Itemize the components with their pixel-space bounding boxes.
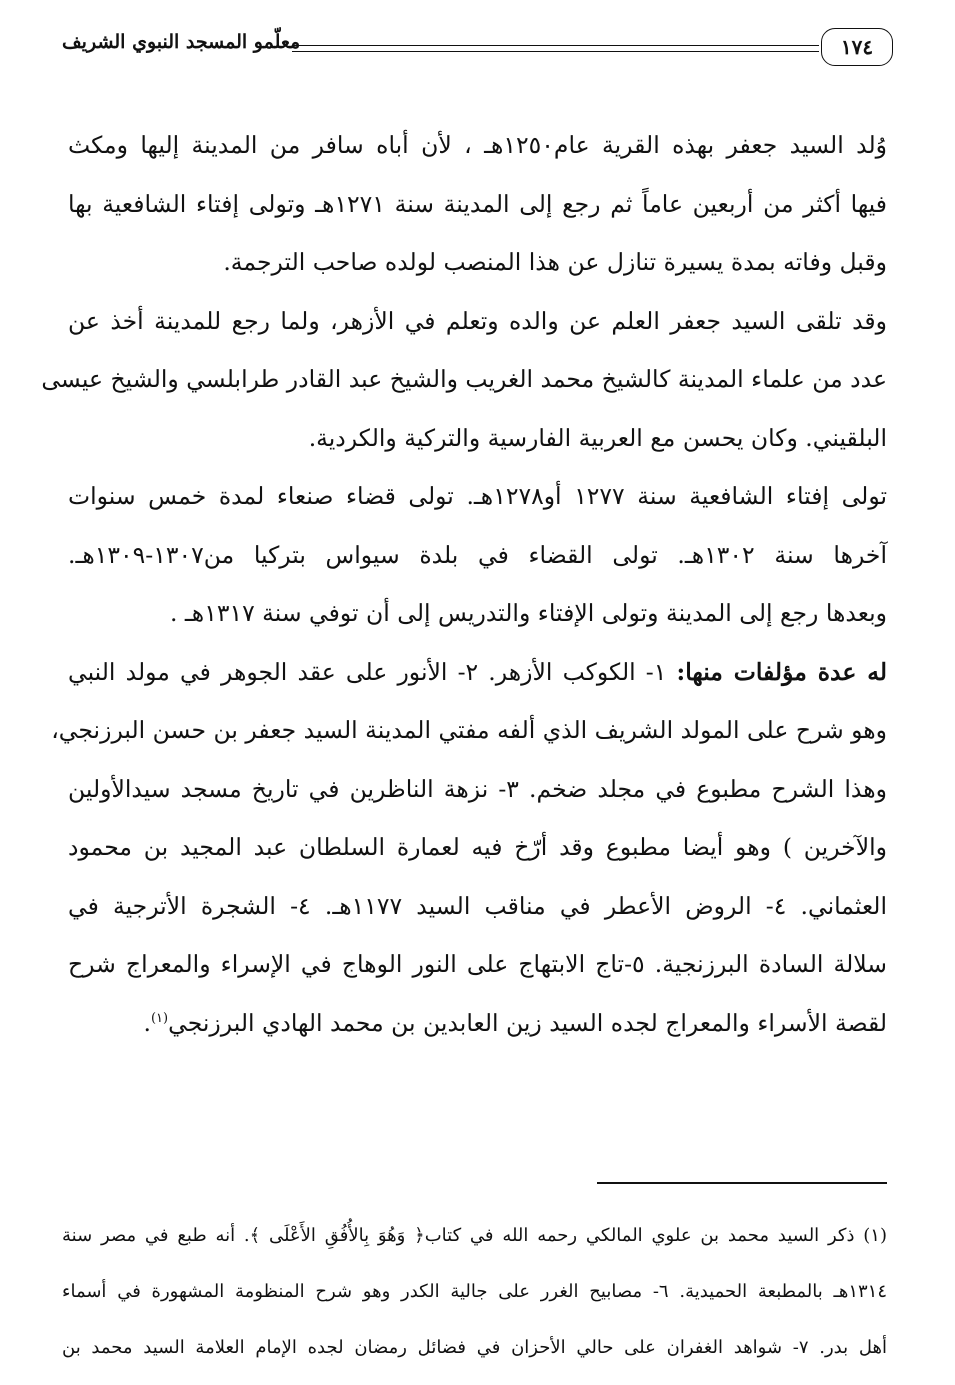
- page-number: [821, 28, 893, 66]
- final-period: .: [143, 1008, 151, 1037]
- body-line-works: [68, 643, 887, 702]
- body-text: [41, 116, 888, 1052]
- body-line: العثماني. ٤- الروض الأعطر في مناقب السيد ١١٧٧هـ. ٤- الشجرة الأترجية في: [68, 891, 887, 920]
- body-line: وهذا الشرح مطبوع في مجلد ضخم. ٣- نزهة الناظرين في تاريخ مسجد سيدالأولين: [68, 774, 887, 803]
- body-line: عدد من علماء المدينة كالشيخ محمد الغريب والشيخ عبد القادر طرابلسي والشيخ عيسى: [41, 365, 887, 393]
- page-header: [62, 28, 893, 68]
- works-label: له عدة مؤلفات منها:: [676, 657, 887, 686]
- footnotes: [62, 1208, 887, 1376]
- body-line: وُلد السيد جعفر بهذه القرية عام١٢٥٠هـ ، لأن أباه سافر من المدينة إليها ومكث: [68, 131, 887, 159]
- body-line: والآخرين ) وهو أيضا مطبوع وقد أرّخ فيه لعمارة السلطان عبد المجيد بن محمود: [68, 833, 887, 861]
- body-line: تولى إفتاء الشافعية سنة ١٢٧٧ أو١٢٧٨هـ. تولى قضاء صنعاء لمدة خمس سنوات: [68, 482, 888, 510]
- footnote-line: أهل بدر. ٧- شواهد الغفران على حالي الأحزان في فضائل رمضان لجده الإمام العلامة السيد محمد بن: [62, 1337, 887, 1358]
- running-title: معلّمو المسجد النبوي الشريف: [62, 31, 301, 53]
- body-line: وهو شرح على المولد الشريف الذي ألفه مفتي المدينة السيد جعفر بن حسن البرزنجي،: [51, 716, 887, 744]
- body-line: البلقيني. وكان يحسن مع العربية الفارسية والتركية والكردية.: [308, 423, 887, 452]
- body-line: آخرها سنة ١٣٠٢هـ. تولى القضاء في بلدة سيواس بتركيا من١٣٠٧-١٣٠٩هـ.: [68, 540, 887, 569]
- header-rule: [292, 45, 819, 52]
- body-line-final: [68, 994, 887, 1053]
- works-text: ١- الكوكب الأزهر. ٢- الأنور على عقد الجوهر في مولد النبي: [68, 657, 667, 686]
- footnote-separator: [597, 1182, 887, 1184]
- page-number-text: ١٧٤: [840, 35, 874, 59]
- final-text: لقصة الأسراء والمعراج لجده السيد زين العابدين بن محمد الهادي البرزنجي: [168, 1008, 887, 1037]
- body-line: وبعدها رجع إلى المدينة وتولى الإفتاء والتدريس إلى أن توفي سنة ١٣١٧هـ .: [169, 599, 887, 627]
- body-line: فيها أكثر من أربعين عاماً ثم رجع إلى المدينة سنة ١٢٧١هـ وتولى إفتاء الشافعية بها: [68, 189, 887, 218]
- footnote-line: (١) ذكر السيد محمد بن علوي المالكي رحمه الله في كتاب﴿ وَهُوَ بِالأُفُقِ الأَعْلَى ﴾. أنه طبع في مصر سنة: [62, 1225, 887, 1246]
- body-line: وقد تلقى السيد جعفر العلم عن والده وتعلم في الأزهر، ولما رجع للمدينة أخذ عن: [68, 306, 887, 335]
- footnote-marker: (١): [150, 1010, 169, 1026]
- body-line: سلالة السادة البرزنجية. ٥-تاج الابتهاج على النور الوهاج في الإسراء والمعراج شرح: [68, 950, 887, 978]
- footnote-line: ١٣١٤هـ بالمطبعة الحميدية. ٦- مصابيح الغرر على جالية الكدر وهو شرح المنظومة المشهورة في أسماء: [62, 1281, 887, 1302]
- body-line: وقبل وفاته بمدة يسيرة تنازل عن هذا المنصب لولده صاحب الترجمة.: [223, 248, 887, 276]
